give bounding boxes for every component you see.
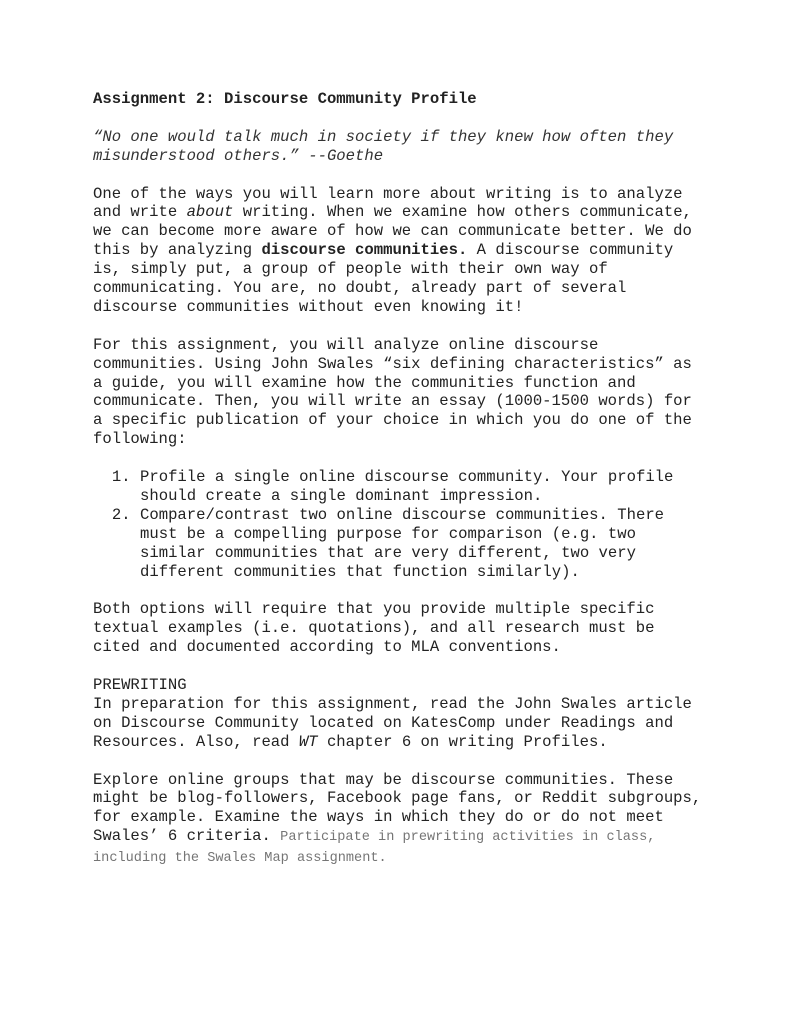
options-list (93, 468, 703, 581)
explore-text: Explore online groups that may be discourse communities. These might be blog-followers, Facebook page fans, or Reddit subgroups, for example. Examine the ways in which they do or do not meet Swales’ 6 criteria. (93, 770, 702, 846)
prewriting-text-1: In preparation for this assignment, read the John Swales article on Discourse Community located on KatesComp under Readings and Resources. Also, read (93, 694, 692, 751)
option-item-profile: 1. Profile a single online discourse community. Your profile should create a single dominant impression. (140, 468, 703, 506)
intro-paragraph (93, 185, 703, 317)
prewriting-text-2: chapter 6 on writing Profiles. (317, 732, 608, 751)
requirements-paragraph: Both options will require that you provide multiple specific textual examples (i.e. quotations), and all research must be cited and documented according to MLA conventions. (93, 600, 655, 657)
assignment-title: Assignment 2: Discourse Community Profile (93, 90, 477, 108)
prewriting-paragraph (93, 695, 703, 752)
intro-text-1: One of the ways you will learn more about writing is to analyze and write (93, 184, 683, 222)
prewriting-heading: PREWRITING (93, 676, 187, 694)
intro-text-2: writing. When we examine how others communicate, we can become more aware of how we can communicate better. We do this by analyzing (93, 203, 692, 260)
intro-emphasis-about: about (186, 203, 234, 222)
intro-text-3: A discourse community is, simply put, a group of people with their own way of communicating. You are, no doubt, already part of several discourse communities without even knowing it! (93, 241, 674, 316)
explore-muted-text: Participate in prewriting activities in class, including the Swales Map assignment. (93, 830, 656, 867)
option-item-compare: 2. Compare/contrast two online discourse communities. There must be a compelling purpose for comparison (e.g. two similar communities that are very different, two very different communities that function similarly). (140, 506, 703, 582)
document-body (93, 90, 703, 888)
key-term-discourse-communities: discourse communities. (261, 241, 468, 260)
epigraph-quote: “No one would talk much in society if they knew how often they misunderstood others.” --Goethe (93, 127, 674, 165)
assignment-paragraph: For this assignment, you will analyze online discourse communities. Using John Swales “six defining characteristics” as a guide, you will examine how the communities function and communicate. Then, you will write an essay (1000-1500 words) for a specific publication of your choice in which you do one of the following: (93, 335, 692, 449)
explore-paragraph (93, 771, 703, 870)
prewriting-book-wt: WT (298, 732, 318, 751)
